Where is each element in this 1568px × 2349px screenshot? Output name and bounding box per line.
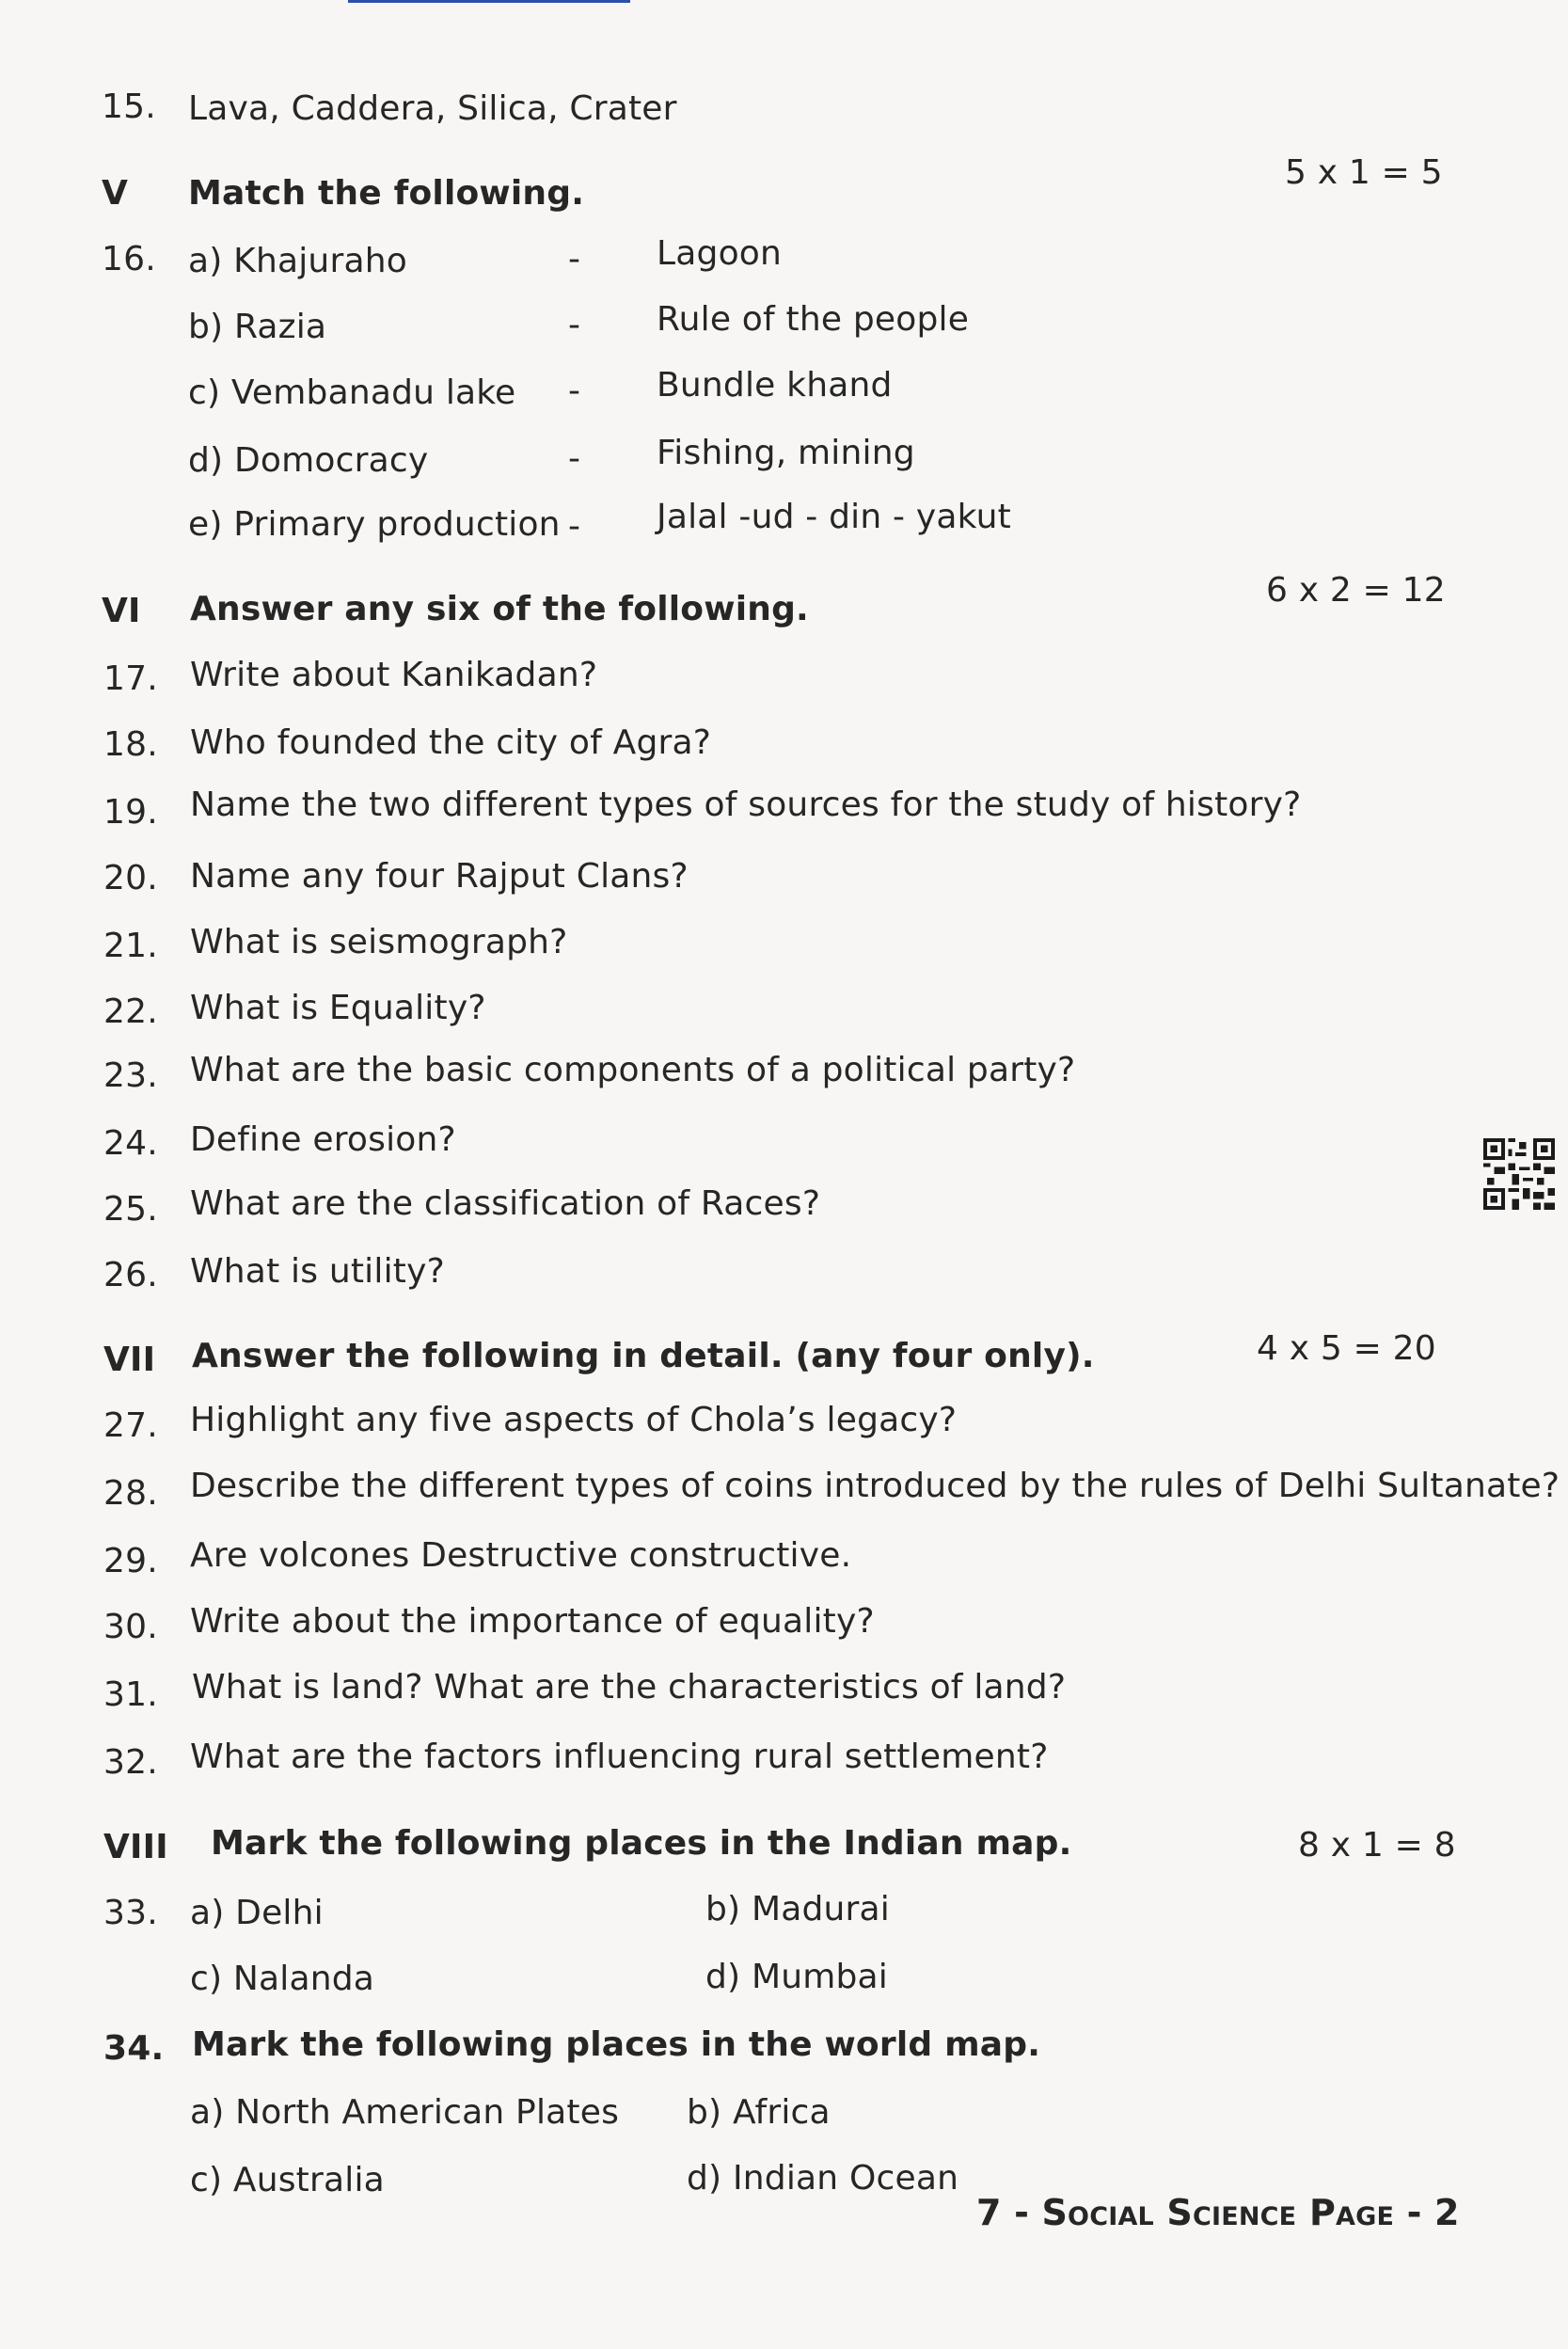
question-number: 19. [103,793,158,832]
match-right: Rule of the people [657,300,970,339]
question-text: What are the factors influencing rural settlement? [190,1738,1049,1776]
question-number: 16. [102,240,156,278]
section-numeral: VIII [103,1828,168,1866]
match-dash: - [568,507,581,546]
map-place: d) Indian Ocean [687,2159,959,2198]
map-place: a) Delhi [190,1894,324,1932]
section-title: Mark the following places in the Indian map. [211,1824,1072,1863]
map-place: c) Australia [190,2161,385,2199]
match-left: d) Domocracy [188,441,429,480]
question-number: 34. [103,2029,165,2068]
question-text: Mark the following places in the world map. [192,2025,1041,2064]
question-text: What is land? What are the characteristics of land? [192,1668,1067,1706]
question-number: 28. [103,1474,158,1513]
question-text: Define erosion? [190,1120,456,1159]
top-edge-line [348,0,630,3]
question-number: 31. [103,1675,158,1714]
section-marks: 8 x 1 = 8 [1298,1826,1456,1865]
question-text: Write about Kanikadan? [190,656,598,694]
section-title: Match the following. [188,174,585,213]
section-title: Answer the following in detail. (any four only). [192,1337,1095,1375]
map-place: b) Madurai [705,1890,890,1928]
section-title: Answer any six of the following. [190,590,809,628]
question-number: 18. [103,725,158,764]
match-right: Jalal -ud - din - yakut [657,498,1011,536]
map-place: c) Nalanda [190,1960,375,1998]
question-text: Highlight any five aspects of Chola’s legacy? [190,1401,958,1439]
map-place: a) North American Plates [190,2093,620,2132]
match-left: a) Khajuraho [188,242,407,280]
section-numeral: VII [103,1341,156,1379]
question-text: What is seismograph? [190,923,568,961]
question-number: 21. [103,927,158,965]
map-place: b) Africa [687,2093,831,2132]
map-place: d) Mumbai [705,1958,888,1996]
match-right: Lagoon [657,234,783,273]
question-text: Lava, Caddera, Silica, Crater [188,89,677,128]
match-left: c) Vembanadu lake [188,373,516,412]
question-number: 24. [103,1124,158,1163]
question-text: Describe the different types of coins introduced by the rules of Delhi Sultanate? [190,1467,1560,1505]
question-text: What is Equality? [190,989,486,1027]
question-text: Name any four Rajput Clans? [190,857,689,896]
question-number: 20. [103,859,158,897]
match-left: b) Razia [188,308,327,346]
question-number: 26. [103,1256,158,1294]
footer-page-number: Page - 2 [1309,2192,1460,2233]
question-text: Write about the importance of equality? [190,1602,875,1641]
question-text: What is utility? [190,1252,445,1291]
section-marks: 4 x 5 = 20 [1257,1329,1436,1368]
match-dash: - [568,306,581,344]
question-number: 15. [102,87,156,126]
question-number: 29. [103,1542,158,1580]
match-right: Fishing, mining [657,434,915,472]
question-text: What are the classification of Races? [190,1184,821,1223]
question-text: What are the basic components of a political party? [190,1051,1076,1089]
question-number: 30. [103,1608,158,1646]
section-numeral: V [102,174,129,213]
question-number: 23. [103,1056,158,1095]
match-dash: - [568,240,581,278]
question-number: 33. [103,1894,158,1932]
question-number: 27. [103,1406,158,1445]
question-text: Name the two different types of sources for the study of history? [190,786,1302,824]
section-numeral: VI [102,592,141,630]
question-number: 17. [103,659,158,698]
question-number: 32. [103,1743,158,1782]
footer-class-subject: 7 - Social Science [976,2192,1297,2233]
match-right: Bundle khand [657,366,893,405]
section-marks: 6 x 2 = 12 [1266,571,1446,610]
match-left: e) Primary production [188,505,561,544]
question-text: Who founded the city of Agra? [190,723,712,762]
question-number: 22. [103,992,158,1031]
section-marks: 5 x 1 = 5 [1285,153,1443,192]
match-dash: - [568,372,581,410]
question-text: Are volcones Destructive constructive. [190,1536,852,1575]
qr-code [1482,1138,1556,1210]
question-number: 25. [103,1190,158,1229]
match-dash: - [568,439,581,478]
